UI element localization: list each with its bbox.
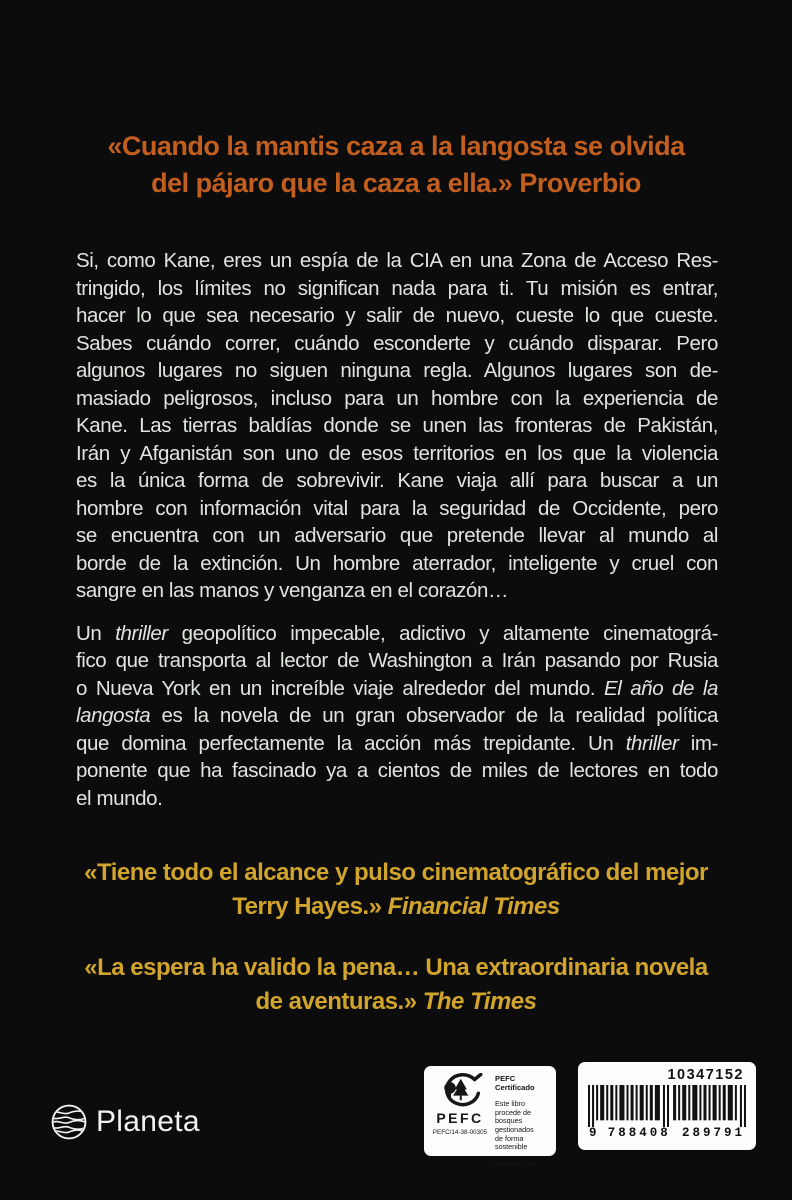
pefc-text-block [495, 1073, 550, 1168]
pefc-license-number: PEFC/14-38-00305 [432, 1129, 488, 1136]
press-quote-financial-times [40, 856, 752, 924]
publisher-name: Planeta [96, 1105, 200, 1138]
publisher-logo [50, 1103, 200, 1141]
text-line: sangre en las manos y venganza en el corazón… [76, 579, 509, 602]
text-line: hacer lo que sea necesario y salir de nuevo, cueste lo que cueste. [76, 304, 718, 327]
text-line: Kane. Las tierras baldías donde se unen las fronteras de Pakistán, [76, 414, 718, 437]
planeta-globe-icon [50, 1103, 88, 1141]
synopsis [76, 247, 718, 812]
barcode-label [578, 1062, 756, 1150]
text-line: de aventuras.» The Times [255, 988, 537, 1015]
text-line: Sabes cuándo correr, cuándo esconderte y cuándo disparar. Pero [76, 331, 718, 355]
text-line: «Tiene todo el alcance y pulso cinematográfico del mejor [84, 859, 708, 886]
isbn-group-2: 289791 [681, 1126, 745, 1140]
text-line: es la única forma de sobrevivir. Kane viaja allí para buscar a un [76, 469, 718, 492]
synopsis-paragraph-2 [76, 620, 718, 813]
text-line: tringido, los límites no significan nada para ti. Tu misión es entrar, [76, 276, 718, 300]
barcode-bars [588, 1085, 746, 1127]
text-line: del pájaro que la caza a ella.» Proverbio [151, 168, 641, 198]
pefc-website: www.pefc.es [495, 1158, 536, 1168]
text-line: Si, como Kane, eres un espía de la CIA en una Zona de Acceso Res- [76, 249, 718, 272]
pefc-trees-icon [437, 1073, 483, 1109]
text-line: bosques gestionados [495, 1116, 534, 1134]
text-line: masiado peligrosos, incluso para un hombre con la experiencia de [76, 386, 718, 410]
pefc-acronym: PEFC [436, 1110, 484, 1126]
proverb-quote [40, 128, 752, 202]
barcode-top-number: 10347152 [667, 1067, 744, 1083]
synopsis-paragraph-1 [76, 247, 718, 605]
isbn-first-digit: 9 [589, 1126, 597, 1140]
pefc-description [495, 1100, 550, 1152]
text-line: borde de la extinción. Un hombre aterrador, inteligente y cruel con [76, 551, 718, 575]
text-line: Este libro procede de [495, 1099, 531, 1117]
text-line: Irán y Afganistán son uno de esos territorios en los que la violencia [76, 441, 718, 465]
text-line: ponente que ha fascinado ya a cientos de miles de lectores en todo [76, 759, 718, 782]
pefc-logo-block [430, 1073, 490, 1150]
text-line: langosta es la novela de un gran observador de la realidad política [76, 704, 718, 727]
text-line: el mundo. [76, 786, 163, 810]
isbn-group-1: 788408 [607, 1126, 671, 1140]
text-line: de forma sostenible [495, 1133, 528, 1152]
text-line: «Cuando la mantis caza a la langosta se olvida [107, 131, 685, 161]
text-line: Un thriller geopolítico impecable, adictivo y altamente cinematográ- [76, 621, 719, 645]
text-line: que domina perfectamente la acción más trepidante. Un thriller im- [76, 731, 718, 755]
text-line: algunos lugares no siguen ninguna regla. Algunos lugares son de- [76, 359, 718, 382]
text-line: fico que transporta al lector de Washington a Irán pasando por Rusia [76, 649, 718, 672]
text-line: hombre con información vital para la seguridad de Occidente, pero [76, 496, 718, 520]
press-quote-the-times [40, 951, 752, 1019]
text-line: o Nueva York en un increíble viaje alrededor del mundo. El año de la [76, 676, 718, 700]
isbn-digits [588, 1127, 746, 1140]
text-line: «La espera ha valido la pena… Una extraordinaria novela [84, 954, 708, 981]
text-line: Terry Hayes.» Financial Times [232, 893, 560, 920]
text-line: se encuentra con un adversario que pretende llevar al mundo al [76, 524, 718, 547]
pefc-title: PEFC Certificado [495, 1074, 535, 1092]
pefc-certification-label [424, 1066, 556, 1168]
